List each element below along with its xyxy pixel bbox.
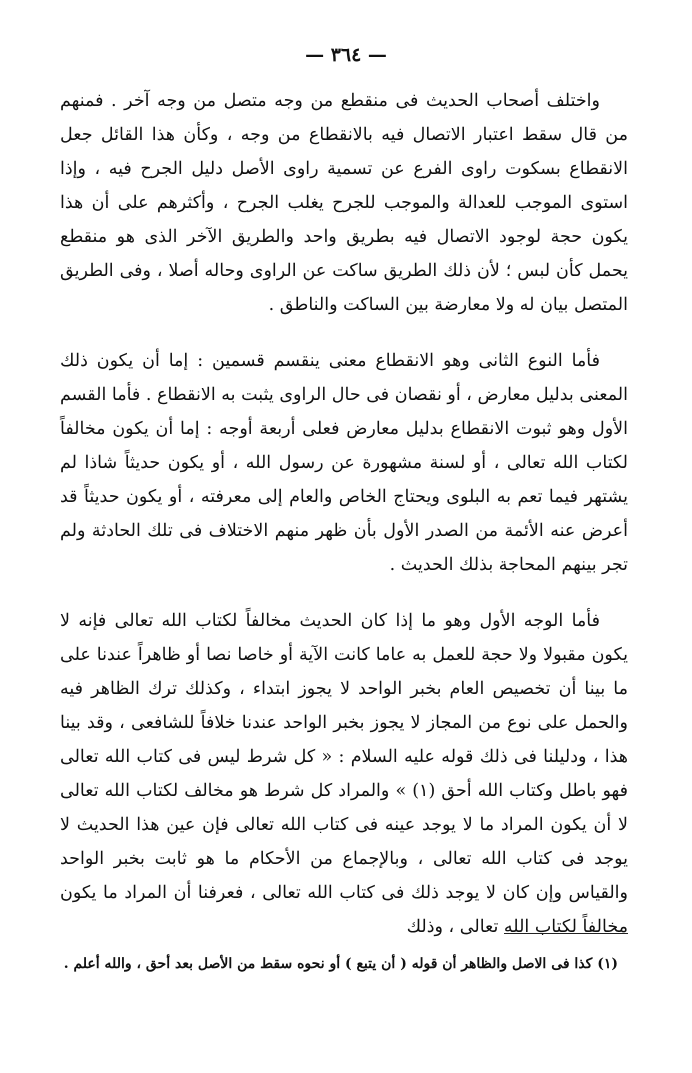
footnote (60, 950, 628, 978)
paragraph-1: واختلف أصحاب الحديث فى منقطع من وجه متصل من وجه آخر . فمنهم من قال سقط اعتبار الاتصال فيه بالانقطاع من وجه ، وكأن هذا القائل جعل الانقطاع بسكوت راوى الفرع عن تسمية راوى الأصل دليل الجرح فيه ، وإذا استوى الموجب للعدالة والموجب للجرح يغلب الجرح ، وأكثرهم على أن هذا يكون حجة لوجود الاتصال فيه بطريق واحد والطريق الآخر الذى هو منقطع يحمل كأن لبس ؛ لأن ذلك الطريق ساكت عن الراوى وحاله أصلا ، وفى الطريق المتصل بيان له ولا معارضة بين الساكت والناطق . (60, 91, 628, 315)
main-text (60, 84, 628, 966)
footnote-divider (504, 933, 628, 934)
page-number: — ٣٦٤ — (305, 44, 387, 66)
paragraph-2: فأما النوع الثانى وهو الانقطاع معنى ينقسم قسمين : إما أن يكون ذلك المعنى بدليل معارض ، أو نقصان فى حال الراوى يثبت به الانقطاع . فأما القسم الأول وهو ثبوت الانقطاع بدليل معارض فعلى أربعة أوجه : إما أن يكون مخالفاً لكتاب الله تعالى ، أو لسنة مشهورة عن رسول الله ، أو يكون حديثاً شاذا لم يشتهر فيما تعم به البلوى ويحتاج الخاص والعام إلى معرفته ، أو يكون حديثاً قد أعرض عنه الأئمة من الصدر الأول بأن ظهر منهم الاختلاف فى تلك الحادثة ولم تجر بينهم المحاجة بذلك الحديث . (60, 351, 628, 575)
paragraph-3: فأما الوجه الأول وهو ما إذا كان الحديث مخالفاً لكتاب الله تعالى فإنه لا يكون مقبولا ولا حجة للعمل به عاما كانت الآية أو خاصا نصا أو ظاهراً عندنا على ما بينا أن تخصيص العام بخبر الواحد لا يجوز ابتداء ، وكذلك ترك الظاهر فيه والحمل على نوع من المجاز لا يجوز بخبر الواحد عندنا خلافاً للشافعى ، وقد بينا هذا ، ودليلنا فى ذلك قوله عليه السلام : « كل شرط ليس فى كتاب الله تعالى فهو باطل وكتاب الله أحق (١) » والمراد كل شرط هو مخالف لكتاب الله تعالى لا أن يكون المراد ما لا يوجد عينه فى كتاب الله تعالى فإن عين هذا الحديث لا يوجد فى كتاب الله تعالى ، وبالإجماع من الأحكام ما هو ثابت بخبر الواحد والقياس وإن كان لا يوجد ذلك فى كتاب الله تعالى ، فعرفنا أن المراد ما يكون مخالفاً لكتاب الله تعالى ، وذلك (60, 611, 628, 937)
footnote-text: (١) كذا فى الاصل والظاهر أن قوله ( أن يتبع ) أو نحوه سقط من الأصل بعد أحق ، والله أعلم . (63, 956, 618, 972)
